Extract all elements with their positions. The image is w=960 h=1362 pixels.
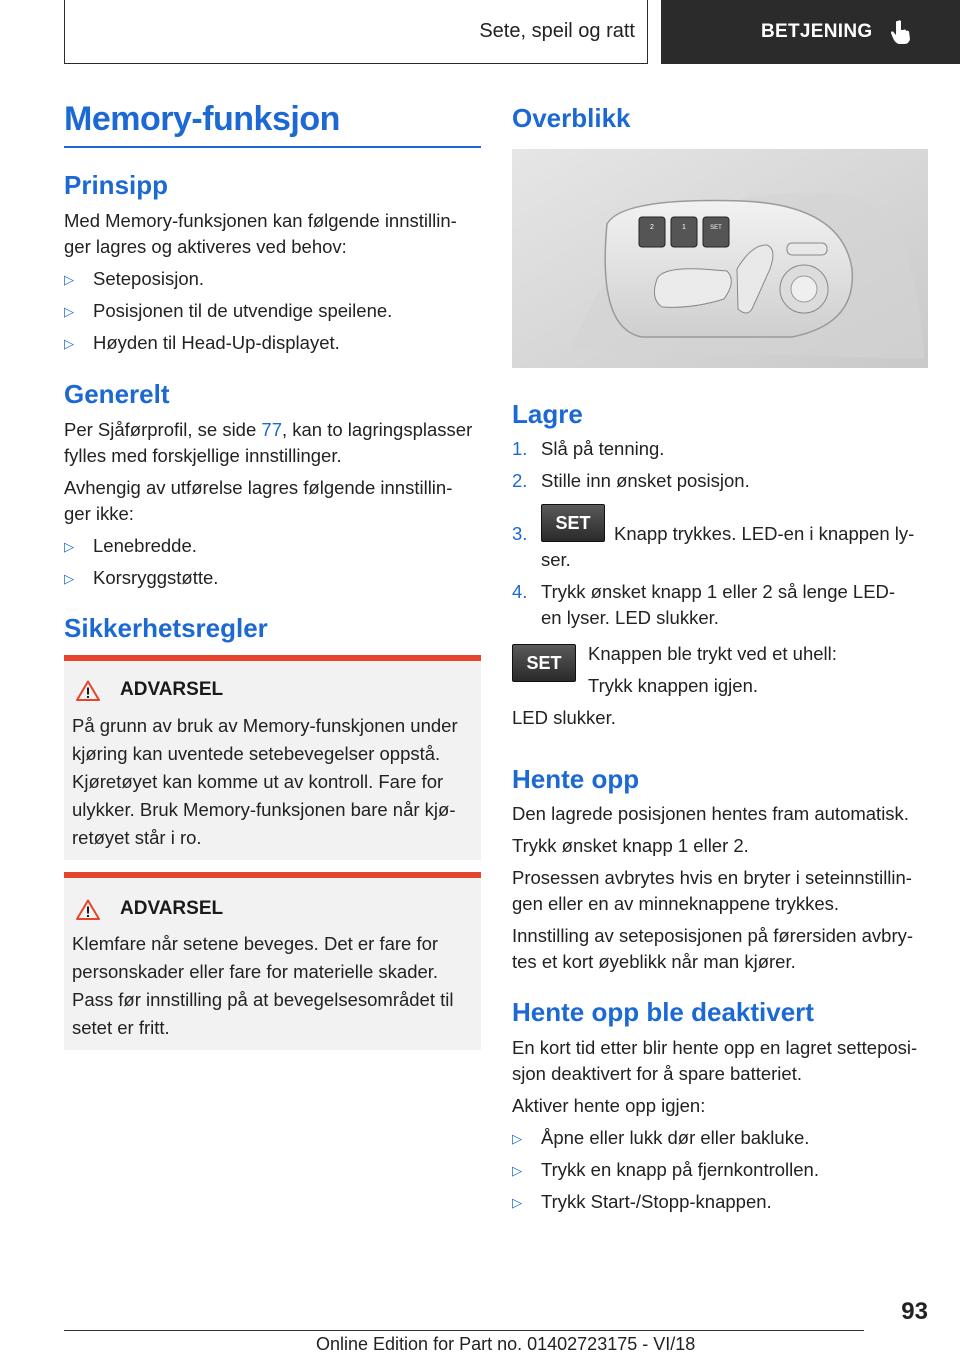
generelt-text-line-1: Per Sjåførprofil, se side 77, kan to lagringsplasser <box>64 419 473 440</box>
triangle-bullet-icon: ▷ <box>512 1131 522 1146</box>
chapter-label: BETJENING <box>761 21 873 42</box>
deaktivert-line: sjon deaktivert for å spare batteriet. <box>512 1063 802 1084</box>
triangle-bullet-icon: ▷ <box>64 272 74 287</box>
set-button-label: SET <box>710 225 722 231</box>
warning-heading <box>76 679 223 701</box>
hente-opp-line: Trykk ønsket knapp 1 eller 2. <box>512 835 749 856</box>
page-title: Memory-funksjon <box>64 100 340 138</box>
prinsipp-text-line-1: Med Memory-funksjonen kan følgende innstillin‐ <box>64 210 457 231</box>
hente-opp-line: Prosessen avbrytes hvis en bryter i seteinnstillin‐ <box>512 867 912 888</box>
header-chapter-tab[interactable] <box>661 0 960 64</box>
heading-hente-opp-deaktivert: Hente opp ble deaktivert <box>512 997 814 1027</box>
page-reference-link[interactable]: 77 <box>261 419 282 440</box>
set-button-icon: SET <box>541 504 605 542</box>
generelt-text-line-2: fylles med forskjellige innstillinger. <box>64 445 342 466</box>
page-number: 93 <box>901 1298 928 1325</box>
note-press-again: Trykk knappen igjen. <box>588 675 759 696</box>
header-section-title <box>64 0 648 64</box>
warning-box-2 <box>64 872 481 1050</box>
warning-label: ADVARSEL <box>120 898 224 919</box>
warning-bar <box>64 872 481 878</box>
step-4-text-cont: en lyser. LED slukker. <box>541 607 719 628</box>
heading-lagre: Lagre <box>512 399 583 429</box>
heading-generelt: Generelt <box>64 379 170 409</box>
memory-button-2-label: 2 <box>650 224 654 231</box>
hente-opp-line: Innstilling av seteposisjonen på førersiden avbry‐ <box>512 925 914 946</box>
warning-heading <box>76 898 223 920</box>
warning-text: På grunn av bruk av Memory-funskjonen under kjøring kan uventede setebevegelser oppstå. Kjøretøyet kan komme ut av kontroll. Fare for ulykker. Bruk Memory-funksjonen bare når kjø‐ retøyet står i ro. <box>72 715 458 848</box>
step-3-text: Knapp trykkes. LED-en i knappen ly‐ <box>614 523 915 544</box>
heading-sikkerhetsregler: Sikkerhetsregler <box>64 613 268 643</box>
heading-prinsipp: Prinsipp <box>64 170 169 200</box>
generelt-text-line-3: Avhengig av utførelse lagres følgende innstillin‐ <box>64 477 453 498</box>
warning-label: ADVARSEL <box>120 679 224 700</box>
footer-divider <box>64 1330 864 1331</box>
triangle-bullet-icon: ▷ <box>64 539 74 554</box>
title-divider <box>64 146 481 148</box>
seat-controls-photo <box>512 149 928 368</box>
hente-opp-line: tes et kort øyeblikk når man kjører. <box>512 951 796 972</box>
heading-hente-opp: Hente opp <box>512 764 640 794</box>
note-accidental: Knappen ble trykt ved et uhell: <box>588 643 837 664</box>
triangle-bullet-icon: ▷ <box>64 336 74 351</box>
deaktivert-line: En kort tid etter blir hente opp en lagret setteposi‐ <box>512 1037 918 1058</box>
generelt-text-line-4: ger ikke: <box>64 503 134 524</box>
triangle-bullet-icon: ▷ <box>512 1163 522 1178</box>
triangle-bullet-icon: ▷ <box>64 571 74 586</box>
warning-triangle-icon <box>76 899 100 920</box>
set-button-icon: SET <box>512 644 576 682</box>
triangle-bullet-icon: ▷ <box>512 1195 522 1210</box>
hente-opp-line: Den lagrede posisjonen hentes fram automatisk. <box>512 803 909 824</box>
step-3-text-cont: ser. <box>541 549 571 570</box>
warning-box-1 <box>64 655 481 860</box>
pointing-hand-icon <box>890 19 912 45</box>
prinsipp-text-line-2: ger lagres og aktiveres ved behov: <box>64 236 347 257</box>
warning-text: Klemfare når setene beveges. Det er fare for personskader eller fare for materielle skader. Pass før innstilling på at bevegelsesområdet til setet er fritt. <box>72 933 454 1038</box>
triangle-bullet-icon: ▷ <box>64 304 74 319</box>
warning-bar <box>64 655 481 661</box>
note-led-off: LED slukker. <box>512 707 616 728</box>
heading-overblikk: Overblikk <box>512 103 631 133</box>
warning-triangle-icon <box>76 680 100 701</box>
deaktivert-line: Aktiver hente opp igjen: <box>512 1095 706 1116</box>
memory-button-1-label: 1 <box>682 224 686 231</box>
hente-opp-line: gen eller en av minneknappene trykkes. <box>512 893 840 914</box>
footer-edition: Online Edition for Part no. 01402723175 - VI/18 <box>316 1334 696 1354</box>
section-title-text: Sete, speil og ratt <box>479 20 635 42</box>
